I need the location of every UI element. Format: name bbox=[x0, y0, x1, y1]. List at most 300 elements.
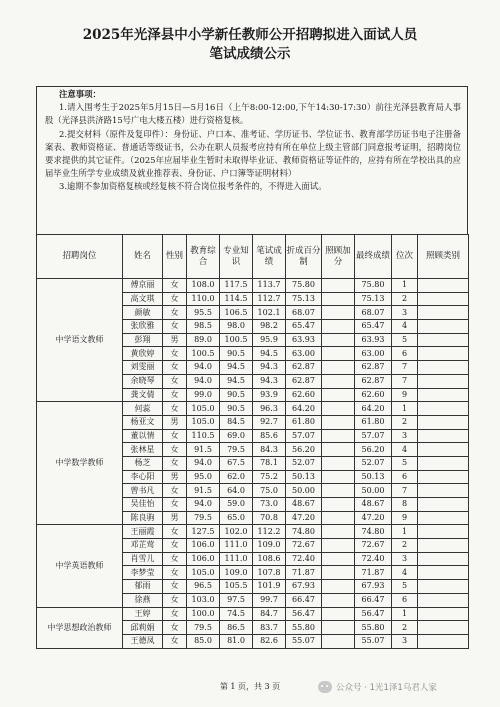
table-cell bbox=[322, 566, 355, 580]
table-cell: 94.5 bbox=[253, 347, 286, 361]
table-cell bbox=[322, 498, 355, 512]
table-cell: 64.0 bbox=[220, 484, 253, 498]
table-cell: 50.00 bbox=[355, 484, 392, 498]
table-cell: 女 bbox=[163, 429, 187, 443]
table-cell: 74.80 bbox=[286, 525, 322, 539]
table-cell bbox=[322, 292, 355, 306]
table-cell: 98.5 bbox=[187, 320, 220, 334]
table-cell: 107.8 bbox=[253, 566, 286, 580]
table-cell bbox=[418, 429, 469, 443]
table-cell: 女 bbox=[163, 539, 187, 553]
table-cell: 2 bbox=[392, 292, 418, 306]
table-cell: 94.0 bbox=[187, 374, 220, 388]
table-cell: 55.80 bbox=[355, 621, 392, 635]
table-cell bbox=[322, 361, 355, 375]
table-cell: 56.20 bbox=[355, 443, 392, 457]
table-cell: 112.2 bbox=[253, 525, 286, 539]
table-cell: 王德凤 bbox=[123, 634, 163, 648]
table-cell: 127.5 bbox=[187, 525, 220, 539]
table-cell: 94.0 bbox=[187, 456, 220, 470]
table-cell: 3 bbox=[392, 429, 418, 443]
col-header: 位次 bbox=[392, 235, 418, 279]
table-cell: 57.07 bbox=[286, 429, 322, 443]
table-cell: 95.0 bbox=[187, 470, 220, 484]
table-cell: 85.6 bbox=[253, 429, 286, 443]
table-cell bbox=[418, 443, 469, 457]
table-cell: 7 bbox=[392, 374, 418, 388]
table-cell: 95.5 bbox=[187, 306, 220, 320]
table-cell: 男 bbox=[163, 470, 187, 484]
table-cell: 101.9 bbox=[253, 580, 286, 594]
table-cell: 女 bbox=[163, 484, 187, 498]
col-header: 照顾类别 bbox=[418, 235, 469, 279]
table-cell: 6 bbox=[392, 470, 418, 484]
table-row bbox=[37, 279, 469, 293]
table-cell: 100.5 bbox=[187, 347, 220, 361]
table-cell: 84.7 bbox=[253, 607, 286, 621]
table-cell: 62.60 bbox=[355, 388, 392, 402]
col-header: 性别 bbox=[163, 235, 187, 279]
table-cell: 103.0 bbox=[187, 593, 220, 607]
table-cell: 7 bbox=[392, 484, 418, 498]
table-cell: 66.47 bbox=[286, 593, 322, 607]
table-cell bbox=[418, 402, 469, 416]
table-cell: 102.0 bbox=[220, 525, 253, 539]
table-cell: 9 bbox=[392, 511, 418, 525]
note-item: 2.提交材料（原件及复印件）：身份证、户口本、准考证、学历证书、学位证书、教育部学历证书电子注册备案表、教师资格证、普通话等级证书，公办在职人员报考应持有所在单位上级主管部门同意报考证明，招聘岗位要求提供的其它证件。（2025年应届毕业生暂时未取得毕业证、教师资格证等证件的，应持有所在学校出具的应届毕业生所学专业成绩及就业推荐表、身份证、户口簿等证明材料） bbox=[45, 128, 461, 179]
table-cell: 1 bbox=[392, 525, 418, 539]
table-cell bbox=[322, 320, 355, 334]
wechat-icon bbox=[318, 681, 332, 693]
table-cell: 90.5 bbox=[220, 347, 253, 361]
table-cell: 63.93 bbox=[286, 333, 322, 347]
post-cell: 中学语文教师 bbox=[37, 279, 123, 402]
table-cell: 47.20 bbox=[355, 511, 392, 525]
table-cell: 98.0 bbox=[220, 320, 253, 334]
table-cell: 50.00 bbox=[286, 484, 322, 498]
table-cell: 89.0 bbox=[187, 333, 220, 347]
table-cell bbox=[322, 388, 355, 402]
table-cell: 5 bbox=[392, 456, 418, 470]
table-cell: 106.0 bbox=[187, 552, 220, 566]
table-cell: 50.13 bbox=[286, 470, 322, 484]
table-cell: 女 bbox=[163, 525, 187, 539]
table-cell: 女 bbox=[163, 607, 187, 621]
table-cell: 95.9 bbox=[253, 333, 286, 347]
table-cell bbox=[418, 607, 469, 621]
table-cell bbox=[418, 525, 469, 539]
table-cell: 女 bbox=[163, 361, 187, 375]
table-cell: 81.0 bbox=[220, 634, 253, 648]
table-cell: 女 bbox=[163, 292, 187, 306]
table-cell bbox=[418, 347, 469, 361]
table-cell: 79.5 bbox=[220, 443, 253, 457]
table-cell: 59.0 bbox=[220, 498, 253, 512]
table-cell: 女 bbox=[163, 634, 187, 648]
note-item: 1.请入围考生于2025年5月15日—5月16日（上午8:00-12:00,下午14:30-17:30）前往光泽县教育局人事股（光泽县洪济路15号广电大楼五楼）进行资格复核。 bbox=[45, 102, 461, 126]
table-cell: 李梦莹 bbox=[123, 566, 163, 580]
table-cell: 陈良驹 bbox=[123, 511, 163, 525]
table-cell: 68.07 bbox=[286, 306, 322, 320]
table-cell: 110.0 bbox=[187, 292, 220, 306]
table-cell bbox=[322, 593, 355, 607]
table-cell: 傅京丽 bbox=[123, 279, 163, 293]
table-cell bbox=[418, 388, 469, 402]
table-cell: 86.5 bbox=[220, 621, 253, 635]
table-cell: 张林星 bbox=[123, 443, 163, 457]
table-cell: 3 bbox=[392, 552, 418, 566]
table-cell: 94.3 bbox=[253, 374, 286, 388]
table-cell: 女 bbox=[163, 320, 187, 334]
table-cell: 王丽霞 bbox=[123, 525, 163, 539]
table-cell: 108.6 bbox=[253, 552, 286, 566]
table-cell: 74.5 bbox=[220, 607, 253, 621]
table-cell: 79.5 bbox=[187, 511, 220, 525]
table-cell: 48.67 bbox=[286, 498, 322, 512]
table-cell bbox=[322, 443, 355, 457]
table-cell: 105.0 bbox=[187, 415, 220, 429]
table-cell: 85.0 bbox=[187, 634, 220, 648]
watermark-text: 公众号 · 1光1泽1乌君人家 bbox=[336, 683, 437, 693]
table-cell bbox=[418, 593, 469, 607]
table-cell: 63.00 bbox=[355, 347, 392, 361]
table-cell: 女 bbox=[163, 347, 187, 361]
table-cell bbox=[418, 511, 469, 525]
watermark bbox=[318, 677, 498, 697]
table-cell: 109.0 bbox=[220, 566, 253, 580]
table-cell: 93.9 bbox=[253, 388, 286, 402]
table-cell: 102.1 bbox=[253, 306, 286, 320]
table-cell: 女 bbox=[163, 402, 187, 416]
table-cell: 61.80 bbox=[355, 415, 392, 429]
table-cell: 75.13 bbox=[286, 292, 322, 306]
table-cell: 90.5 bbox=[220, 402, 253, 416]
table-cell: 84.3 bbox=[253, 443, 286, 457]
table-row bbox=[37, 607, 469, 621]
table-cell: 94.0 bbox=[187, 498, 220, 512]
table-cell: 余晓琴 bbox=[123, 374, 163, 388]
table-cell: 94.0 bbox=[187, 361, 220, 375]
table-cell: 62.87 bbox=[355, 374, 392, 388]
col-header: 笔试成绩 bbox=[253, 235, 286, 279]
table-cell bbox=[322, 374, 355, 388]
table-cell: 1 bbox=[392, 607, 418, 621]
table-cell bbox=[418, 566, 469, 580]
post-cell: 中学数学教师 bbox=[37, 402, 123, 525]
table-cell: 曾书凡 bbox=[123, 484, 163, 498]
table-cell: 63.93 bbox=[355, 333, 392, 347]
notes-box bbox=[36, 86, 468, 234]
col-header: 姓名 bbox=[123, 235, 163, 279]
table-cell: 71.87 bbox=[355, 566, 392, 580]
table-cell: 50.13 bbox=[355, 470, 392, 484]
table-cell: 6 bbox=[392, 593, 418, 607]
table-cell: 62.87 bbox=[286, 361, 322, 375]
table-cell: 74.80 bbox=[355, 525, 392, 539]
table-cell: 龚文倩 bbox=[123, 388, 163, 402]
table-cell: 女 bbox=[163, 388, 187, 402]
table-cell bbox=[418, 333, 469, 347]
table-cell: 105.5 bbox=[220, 580, 253, 594]
table-cell: 杨亚文 bbox=[123, 415, 163, 429]
table-cell: 72.67 bbox=[286, 539, 322, 553]
table-cell: 男 bbox=[163, 415, 187, 429]
table-cell bbox=[322, 470, 355, 484]
table-cell: 96.5 bbox=[187, 580, 220, 594]
table-cell: 女 bbox=[163, 593, 187, 607]
table-cell bbox=[418, 470, 469, 484]
table-cell: 98.2 bbox=[253, 320, 286, 334]
table-cell: 99.7 bbox=[253, 593, 286, 607]
table-cell bbox=[418, 484, 469, 498]
table-cell: 92.7 bbox=[253, 415, 286, 429]
table-cell: 94.5 bbox=[220, 361, 253, 375]
table-cell: 7 bbox=[392, 361, 418, 375]
scores-body bbox=[37, 279, 469, 649]
table-cell bbox=[418, 415, 469, 429]
table-cell bbox=[322, 607, 355, 621]
table-cell: 郁雨 bbox=[123, 580, 163, 594]
table-cell: 111.0 bbox=[220, 539, 253, 553]
table-cell: 117.5 bbox=[220, 279, 253, 293]
table-cell: 72.40 bbox=[355, 552, 392, 566]
table-cell: 刘雯丽 bbox=[123, 361, 163, 375]
table-cell: 110.5 bbox=[187, 429, 220, 443]
table-cell: 70.8 bbox=[253, 511, 286, 525]
table-cell bbox=[418, 361, 469, 375]
table-cell: 65.47 bbox=[355, 320, 392, 334]
table-cell bbox=[322, 456, 355, 470]
table-cell bbox=[322, 347, 355, 361]
table-cell bbox=[322, 511, 355, 525]
table-cell: 女 bbox=[163, 621, 187, 635]
table-cell: 女 bbox=[163, 552, 187, 566]
table-cell bbox=[322, 580, 355, 594]
table-cell bbox=[418, 634, 469, 648]
table-cell: 52.07 bbox=[286, 456, 322, 470]
table-cell: 张欣雅 bbox=[123, 320, 163, 334]
table-cell: 1 bbox=[392, 402, 418, 416]
table-cell: 6 bbox=[392, 347, 418, 361]
table-cell: 1 bbox=[392, 279, 418, 293]
table-cell: 55.80 bbox=[286, 621, 322, 635]
table-cell: 97.5 bbox=[220, 593, 253, 607]
table-cell: 邱莉娟 bbox=[123, 621, 163, 635]
table-cell: 75.13 bbox=[355, 292, 392, 306]
table-cell: 女 bbox=[163, 498, 187, 512]
table-cell: 78.1 bbox=[253, 456, 286, 470]
table-cell: 女 bbox=[163, 566, 187, 580]
col-header: 教育综合 bbox=[187, 235, 220, 279]
table-cell: 55.07 bbox=[355, 634, 392, 648]
table-cell: 吴佳怡 bbox=[123, 498, 163, 512]
table-cell: 4 bbox=[392, 443, 418, 457]
table-cell: 109.0 bbox=[253, 539, 286, 553]
table-cell bbox=[322, 484, 355, 498]
table-cell: 64.20 bbox=[355, 402, 392, 416]
table-cell: 69.0 bbox=[220, 429, 253, 443]
table-cell: 2 bbox=[392, 621, 418, 635]
table-cell: 8 bbox=[392, 498, 418, 512]
table-cell: 75.0 bbox=[253, 484, 286, 498]
page-title: 2025年光泽县中小学新任教师公开招聘拟进入面试人员 bbox=[82, 27, 418, 43]
table-cell: 63.00 bbox=[286, 347, 322, 361]
table-cell: 4 bbox=[392, 320, 418, 334]
table-cell: 4 bbox=[392, 566, 418, 580]
table-cell: 106.5 bbox=[220, 306, 253, 320]
table-cell bbox=[322, 333, 355, 347]
table-cell: 彭翔 bbox=[123, 333, 163, 347]
table-cell bbox=[322, 415, 355, 429]
table-cell bbox=[418, 456, 469, 470]
table-cell bbox=[322, 539, 355, 553]
col-header: 折成百分制 bbox=[286, 235, 322, 279]
table-cell: 90.5 bbox=[220, 388, 253, 402]
table-cell: 徐燕 bbox=[123, 593, 163, 607]
table-cell bbox=[418, 292, 469, 306]
table-cell: 67.93 bbox=[286, 580, 322, 594]
table-cell bbox=[322, 306, 355, 320]
table-cell: 66.47 bbox=[355, 593, 392, 607]
table-cell: 48.67 bbox=[355, 498, 392, 512]
table-cell: 67.5 bbox=[220, 456, 253, 470]
table-cell: 112.7 bbox=[253, 292, 286, 306]
post-cell: 中学思想政治教师 bbox=[37, 607, 123, 648]
table-cell: 李心阳 bbox=[123, 470, 163, 484]
table-cell bbox=[418, 552, 469, 566]
table-cell: 肖雪儿 bbox=[123, 552, 163, 566]
table-cell: 高文琪 bbox=[123, 292, 163, 306]
table-cell: 董以情 bbox=[123, 429, 163, 443]
col-header: 招聘岗位 bbox=[37, 235, 123, 279]
table-cell: 62.60 bbox=[286, 388, 322, 402]
table-cell: 5 bbox=[392, 333, 418, 347]
table-cell: 62.0 bbox=[220, 470, 253, 484]
table-cell: 75.80 bbox=[355, 279, 392, 293]
scores-table bbox=[36, 234, 469, 649]
table-cell: 65.47 bbox=[286, 320, 322, 334]
table-cell: 83.7 bbox=[253, 621, 286, 635]
table-cell bbox=[418, 320, 469, 334]
table-cell: 黄欣婷 bbox=[123, 347, 163, 361]
table-cell: 91.5 bbox=[187, 443, 220, 457]
table-cell bbox=[418, 498, 469, 512]
table-cell bbox=[322, 525, 355, 539]
table-cell bbox=[418, 580, 469, 594]
table-cell: 111.0 bbox=[220, 552, 253, 566]
table-cell bbox=[322, 429, 355, 443]
table-cell bbox=[322, 634, 355, 648]
table-cell: 96.3 bbox=[253, 402, 286, 416]
notes-heading: 注意事项： bbox=[59, 89, 101, 99]
table-cell: 男 bbox=[163, 333, 187, 347]
table-cell: 106.0 bbox=[187, 539, 220, 553]
table-cell: 100.0 bbox=[187, 607, 220, 621]
table-cell: 75.80 bbox=[286, 279, 322, 293]
table-cell: 52.07 bbox=[355, 456, 392, 470]
table-cell: 105.0 bbox=[187, 402, 220, 416]
table-cell bbox=[418, 306, 469, 320]
table-cell: 84.5 bbox=[220, 415, 253, 429]
table-cell: 颜敏 bbox=[123, 306, 163, 320]
table-cell: 65.0 bbox=[220, 511, 253, 525]
table-cell bbox=[322, 279, 355, 293]
table-cell: 72.67 bbox=[355, 539, 392, 553]
table-cell: 女 bbox=[163, 374, 187, 388]
col-header: 照顾加分 bbox=[322, 235, 355, 279]
table-cell: 94.3 bbox=[253, 361, 286, 375]
table-cell: 女 bbox=[163, 580, 187, 594]
table-cell bbox=[322, 621, 355, 635]
table-cell bbox=[418, 621, 469, 635]
table-cell: 61.80 bbox=[286, 415, 322, 429]
table-cell bbox=[418, 539, 469, 553]
table-cell: 68.07 bbox=[355, 306, 392, 320]
post-cell: 中学英语教师 bbox=[37, 525, 123, 607]
table-cell: 杨芝 bbox=[123, 456, 163, 470]
table-cell bbox=[322, 552, 355, 566]
table-cell: 3 bbox=[392, 306, 418, 320]
table-cell: 114.5 bbox=[220, 292, 253, 306]
table-cell: 56.47 bbox=[355, 607, 392, 621]
table-cell: 2 bbox=[392, 415, 418, 429]
table-cell bbox=[418, 374, 469, 388]
table-cell: 57.07 bbox=[355, 429, 392, 443]
table-cell: 62.87 bbox=[286, 374, 322, 388]
page-number: 第 1 页，共 3 页 bbox=[219, 682, 281, 691]
table-cell: 62.87 bbox=[355, 361, 392, 375]
table-cell: 男 bbox=[163, 511, 187, 525]
col-header: 专业知识 bbox=[220, 235, 253, 279]
table-cell: 108.0 bbox=[187, 279, 220, 293]
table-row bbox=[37, 525, 469, 539]
page-subtitle: 笔试成绩公示 bbox=[209, 46, 291, 62]
table-cell: 99.0 bbox=[187, 388, 220, 402]
table-cell: 105.0 bbox=[187, 566, 220, 580]
table-cell: 女 bbox=[163, 306, 187, 320]
table-cell: 3 bbox=[392, 634, 418, 648]
table-cell bbox=[322, 402, 355, 416]
table-cell: 64.20 bbox=[286, 402, 322, 416]
table-cell: 女 bbox=[163, 456, 187, 470]
table-cell: 91.5 bbox=[187, 484, 220, 498]
table-cell: 75.2 bbox=[253, 470, 286, 484]
table-cell: 王婷 bbox=[123, 607, 163, 621]
table-cell: 79.5 bbox=[187, 621, 220, 635]
col-header: 最终成绩 bbox=[355, 235, 392, 279]
table-cell: 113.7 bbox=[253, 279, 286, 293]
table-cell: 73.0 bbox=[253, 498, 286, 512]
table-cell: 56.47 bbox=[286, 607, 322, 621]
table-cell: 94.5 bbox=[220, 374, 253, 388]
table-cell: 55.07 bbox=[286, 634, 322, 648]
table-cell: 2 bbox=[392, 539, 418, 553]
table-cell: 67.93 bbox=[355, 580, 392, 594]
table-cell: 56.20 bbox=[286, 443, 322, 457]
table-cell: 47.20 bbox=[286, 511, 322, 525]
table-cell: 女 bbox=[163, 279, 187, 293]
table-cell: 女 bbox=[163, 443, 187, 457]
table-cell: 5 bbox=[392, 580, 418, 594]
table-cell: 9 bbox=[392, 388, 418, 402]
table-row bbox=[37, 402, 469, 416]
table-cell: 72.40 bbox=[286, 552, 322, 566]
table-cell: 71.87 bbox=[286, 566, 322, 580]
table-header-row bbox=[37, 235, 469, 279]
table-cell: 何蕊 bbox=[123, 402, 163, 416]
table-cell: 82.6 bbox=[253, 634, 286, 648]
table-cell: 100.5 bbox=[220, 333, 253, 347]
